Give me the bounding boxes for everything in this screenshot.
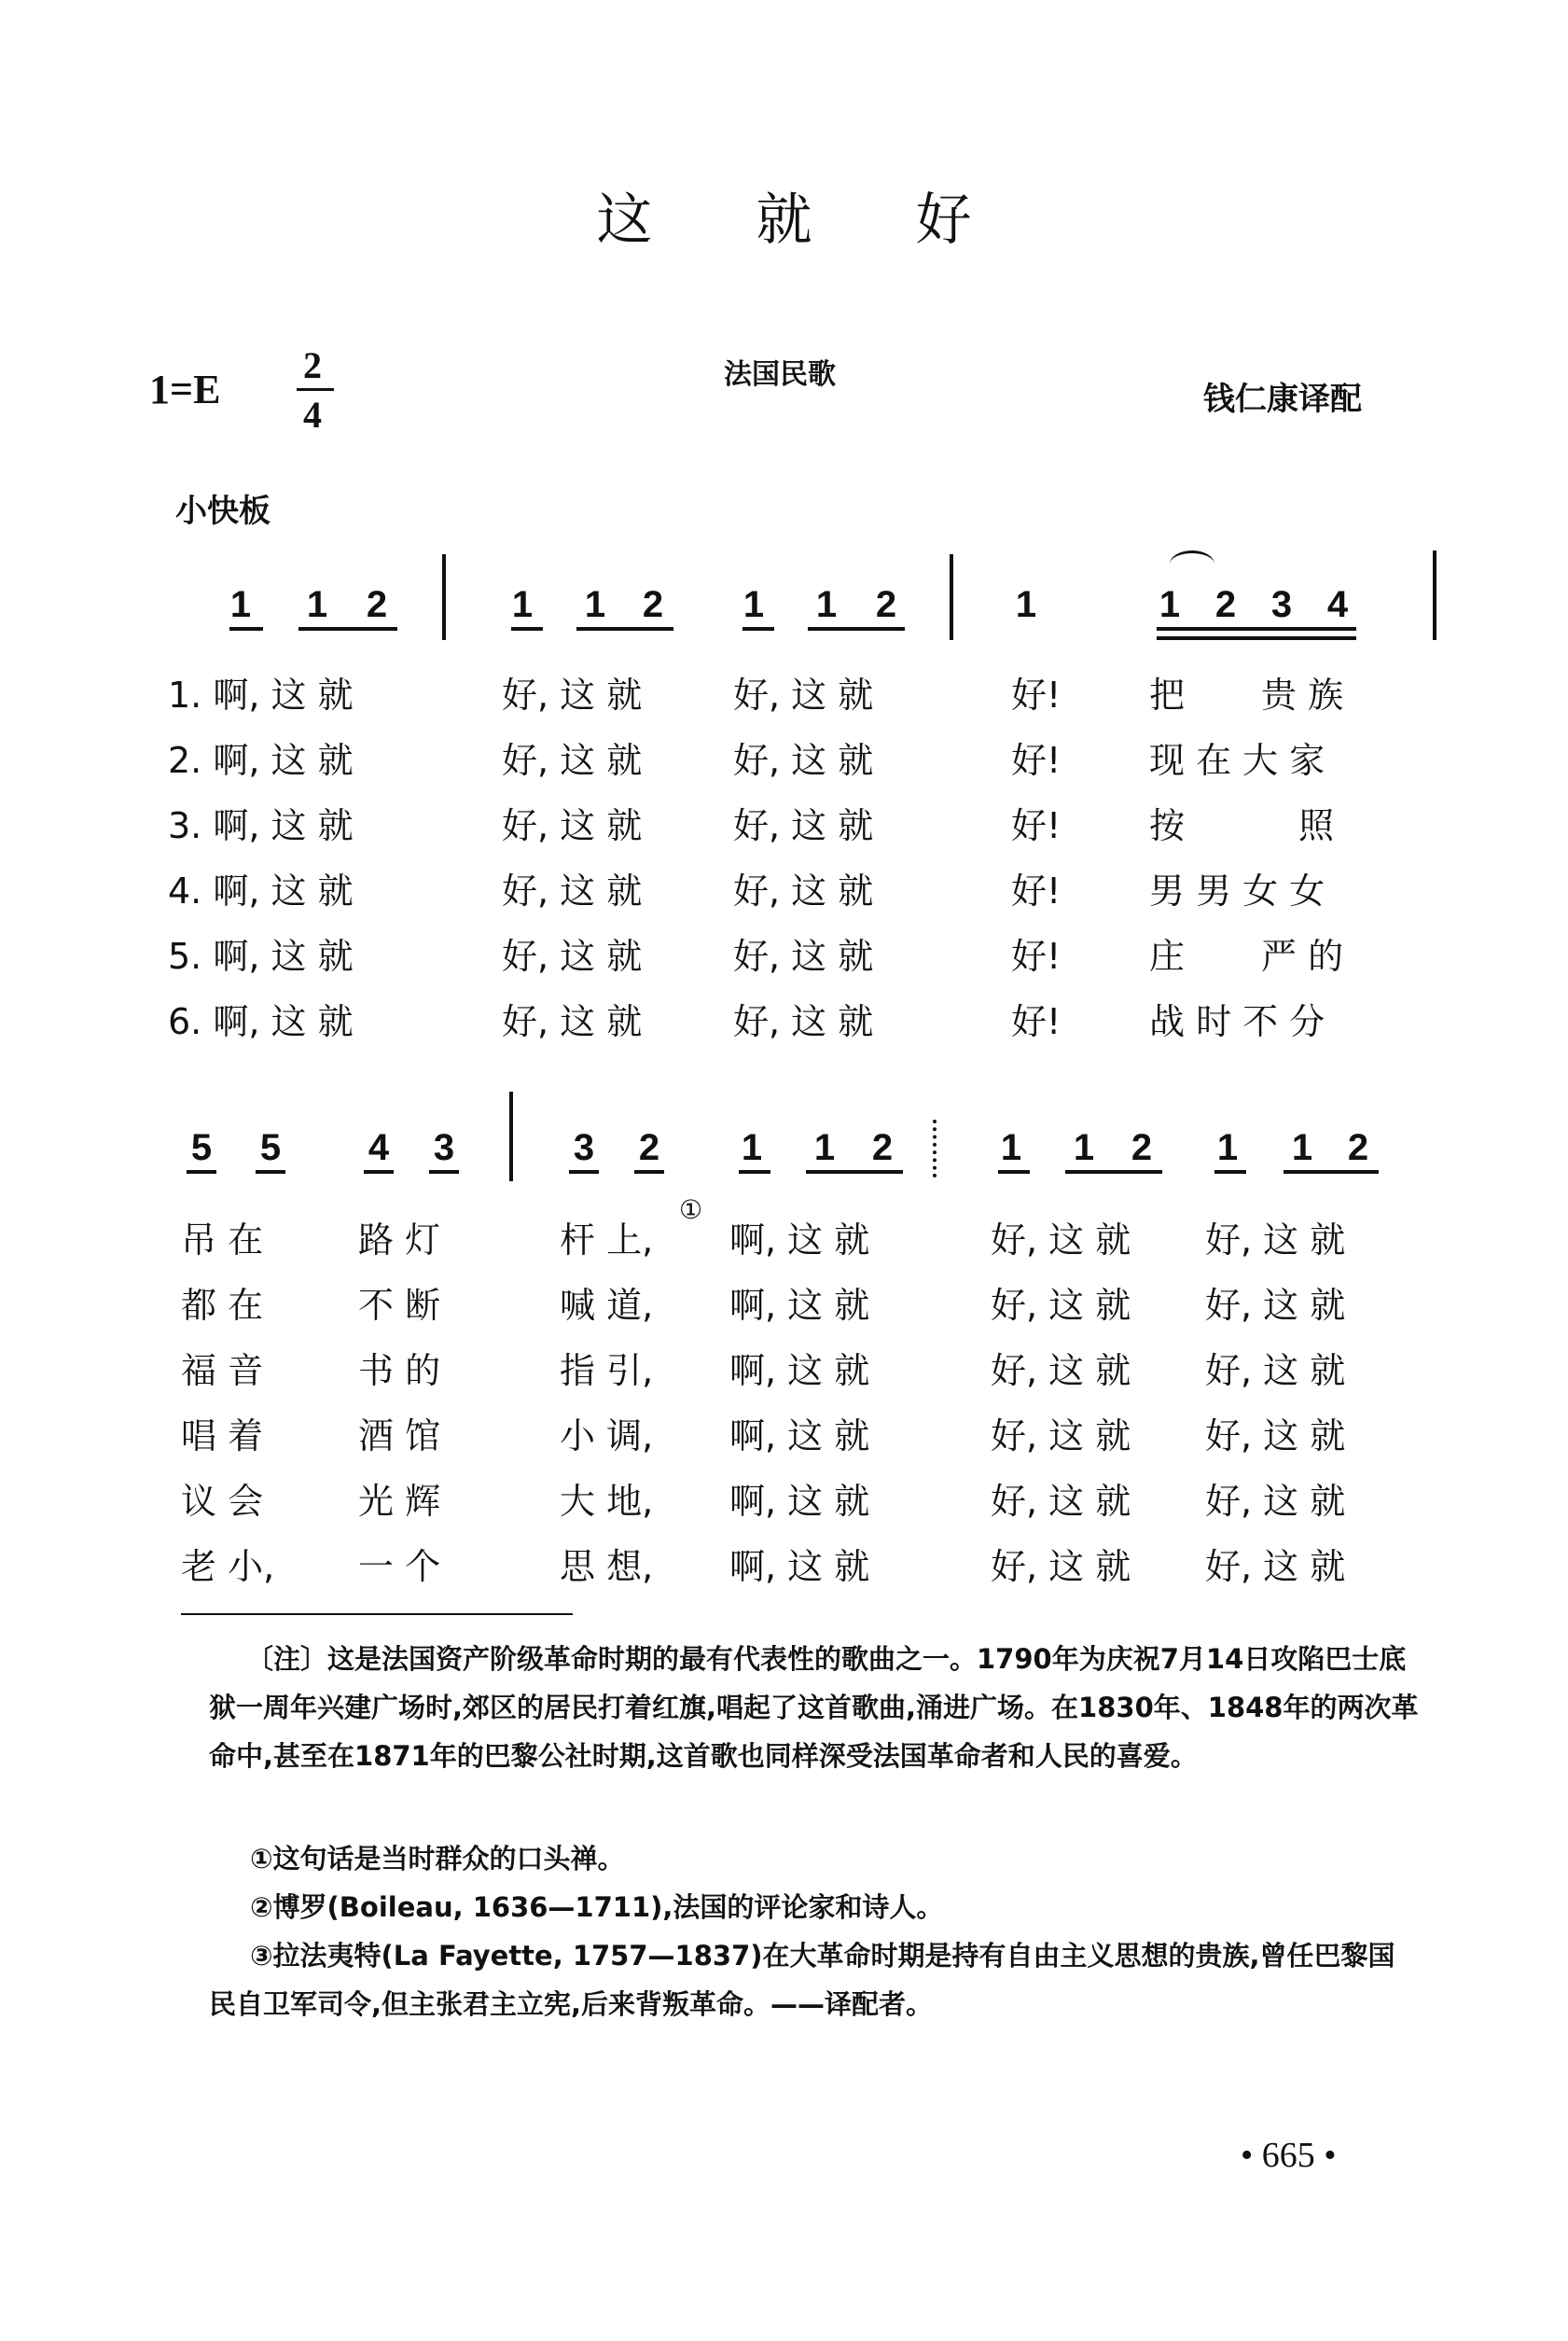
note: 3	[1270, 584, 1293, 625]
lyric-text: 好!	[1011, 675, 1062, 716]
lyric-text: 4. 啊, 这 就	[168, 871, 354, 912]
lyric-text: 把	[1149, 675, 1186, 716]
tempo-marking: 小快板	[175, 493, 271, 530]
note: 4	[1326, 584, 1349, 625]
time-signature-top: 2	[303, 344, 322, 386]
note: 3	[573, 1127, 595, 1168]
lyric-text: 指 引,	[560, 1350, 654, 1391]
lyric-text: 书 的	[358, 1350, 441, 1391]
key-signature: 1=E	[149, 367, 221, 412]
note-underline	[1214, 1170, 1246, 1174]
note-underline	[1284, 1170, 1379, 1174]
note: 2	[1214, 584, 1237, 625]
lyric-text: 福 音	[181, 1350, 264, 1391]
lyric-text: 喊 道,	[560, 1285, 654, 1326]
note-underline	[429, 1170, 459, 1174]
lyric-text: 好, 这 就	[733, 871, 874, 912]
note-underline	[1157, 627, 1356, 631]
note: 2	[875, 584, 897, 625]
lyric-text: 好, 这 就	[991, 1415, 1131, 1456]
lyric-text: 1. 啊, 这 就	[168, 675, 354, 716]
note: 1	[1015, 584, 1037, 625]
lyric-text: 老 小,	[181, 1546, 275, 1587]
lyric-text: 好, 这 就	[502, 1001, 643, 1042]
bar-line	[509, 1092, 513, 1181]
note: 2	[366, 584, 388, 625]
note-underline	[808, 627, 905, 631]
note-underline	[569, 1170, 599, 1174]
lyric-text: 好, 这 就	[502, 675, 643, 716]
lyric-text: 好, 这 就	[733, 805, 874, 846]
note: 5	[259, 1127, 282, 1168]
lyric-text: 现 在 大 家	[1149, 740, 1325, 781]
lyric-text: 好, 这 就	[1205, 1350, 1346, 1391]
note: 1	[742, 584, 765, 625]
note: 1	[813, 1127, 836, 1168]
lyric-text: 男 男 女 女	[1149, 871, 1325, 912]
lyric-text: 一 个	[358, 1546, 441, 1587]
lyric-text: 3. 啊, 这 就	[168, 805, 354, 846]
lyric-text: 小 调,	[560, 1415, 654, 1456]
lyric-text: 2. 啊, 这 就	[168, 740, 354, 781]
lyric-text: 好, 这 就	[1205, 1219, 1346, 1261]
footnote-marker: ①	[679, 1194, 703, 1225]
lyric-text: 好, 这 就	[991, 1481, 1131, 1522]
note: 1	[1073, 1127, 1095, 1168]
lyric-text: 好!	[1011, 1001, 1062, 1042]
note-underline	[511, 627, 543, 631]
footnote-1: ①这句话是当时群众的口头禅。	[250, 1843, 625, 1874]
note: 1	[1291, 1127, 1313, 1168]
note-underline	[256, 1170, 285, 1174]
note-underline	[634, 1170, 664, 1174]
note: 1	[511, 584, 534, 625]
note-underline	[298, 627, 397, 631]
lyric-text: 杆 上,	[560, 1219, 654, 1261]
lyric-text: 啊, 这 就	[729, 1546, 870, 1587]
lyric-text: 不 断	[358, 1285, 441, 1326]
dotted-bar-line	[933, 1120, 937, 1177]
time-signature-line	[297, 388, 334, 391]
annotation-paragraph: 〔注〕这是法国资产阶级革命时期的最有代表性的歌曲之一。1790年为庆祝7月14日攻陷巴士底狱一周年兴建广场时,郊区的居民打着红旗,唱起了这首歌曲,涌进广场。在1830年、1848年的两次革命中,甚至在1871年的巴黎公社时期,这首歌也同样深受法国革命者和人民的喜爱。	[209, 1643, 1419, 1772]
note-underline	[364, 1170, 394, 1174]
lyric-text: 都 在	[181, 1285, 264, 1326]
lyric-text: 好!	[1011, 740, 1062, 781]
bar-line	[1433, 550, 1436, 640]
note: 1	[229, 584, 252, 625]
lyric-text: 好, 这 就	[991, 1350, 1131, 1391]
note: 2	[638, 1127, 660, 1168]
lyric-text: 战 时 不 分	[1149, 1001, 1325, 1042]
lyric-text: 好, 这 就	[733, 740, 874, 781]
lyric-text: 啊, 这 就	[729, 1350, 870, 1391]
note-underline	[1065, 1170, 1162, 1174]
lyric-text: 庄	[1149, 936, 1186, 977]
note: 2	[1347, 1127, 1369, 1168]
page-number: • 665 •	[1241, 2136, 1337, 2175]
lyric-text: 好, 这 就	[991, 1285, 1131, 1326]
lyric-text: 5. 啊, 这 就	[168, 936, 354, 977]
footnote-3: ③拉法夷特(La Fayette, 1757—1837)在大革命时期是持有自由主义思想的贵族,曾任巴黎国民自卫军司令,但主张君主立宪,后来背叛革命。——译配者。	[209, 1940, 1395, 2020]
lyric-text: 照	[1298, 805, 1335, 846]
lyric-text: 按	[1149, 805, 1186, 846]
lyric-text: 啊, 这 就	[729, 1481, 870, 1522]
lyric-text: 好!	[1011, 871, 1062, 912]
note: 1	[815, 584, 838, 625]
note: 1	[1000, 1127, 1022, 1168]
lyric-text: 好, 这 就	[1205, 1415, 1346, 1456]
time-signature	[297, 344, 328, 436]
note-underline	[229, 627, 263, 631]
note-underline	[742, 627, 774, 631]
lyric-text: 6. 啊, 这 就	[168, 1001, 354, 1042]
lyric-text: 好!	[1011, 805, 1062, 846]
lyric-text: 思 想,	[560, 1546, 654, 1587]
song-origin: 法国民歌	[724, 358, 836, 391]
note: 1	[584, 584, 606, 625]
lyric-text: 贵 族	[1261, 675, 1344, 716]
note: 5	[190, 1127, 213, 1168]
note-underline	[806, 1170, 903, 1174]
translator-credit: 钱仁康译配	[1203, 381, 1362, 418]
lyric-text: 唱 着	[181, 1415, 264, 1456]
lyric-text: 好, 这 就	[733, 675, 874, 716]
lyric-text: 好, 这 就	[733, 1001, 874, 1042]
lyric-text: 好, 这 就	[1205, 1481, 1346, 1522]
lyric-text: 好, 这 就	[502, 740, 643, 781]
lyric-text: 大 地,	[560, 1481, 654, 1522]
note: 2	[871, 1127, 894, 1168]
lyric-text: 啊, 这 就	[729, 1415, 870, 1456]
note: 1	[1216, 1127, 1239, 1168]
note: 2	[642, 584, 664, 625]
note: 1	[1159, 584, 1181, 625]
note: 4	[368, 1127, 390, 1168]
lyric-text: 严 的	[1261, 936, 1344, 977]
lyric-text: 好!	[1011, 936, 1062, 977]
lyric-text: 好, 这 就	[733, 936, 874, 977]
note: 3	[433, 1127, 455, 1168]
lyric-text: 好, 这 就	[991, 1219, 1131, 1261]
lyric-text: 吊 在	[181, 1219, 264, 1261]
note: 1	[306, 584, 328, 625]
footnote-divider	[181, 1613, 573, 1615]
lyric-text: 啊, 这 就	[729, 1285, 870, 1326]
bar-line	[950, 554, 953, 640]
lyric-text: 好, 这 就	[502, 871, 643, 912]
lyric-text: 路 灯	[358, 1219, 441, 1261]
bar-line	[442, 554, 446, 640]
note-underline	[998, 1170, 1030, 1174]
lyric-text: 议 会	[181, 1481, 264, 1522]
lyric-text: 啊, 这 就	[729, 1219, 870, 1261]
lyric-text: 好, 这 就	[502, 805, 643, 846]
note-underline	[1157, 636, 1356, 640]
note: 2	[1131, 1127, 1153, 1168]
lyric-text: 好, 这 就	[991, 1546, 1131, 1587]
note-underline	[187, 1170, 216, 1174]
note-underline	[739, 1170, 770, 1174]
lyric-text: 酒 馆	[358, 1415, 441, 1456]
time-signature-bottom: 4	[303, 394, 322, 436]
slur-mark	[1170, 550, 1214, 578]
lyric-text: 好, 这 就	[1205, 1546, 1346, 1587]
lyric-text: 光 辉	[358, 1481, 441, 1522]
note-underline	[576, 627, 673, 631]
footnote-2: ②博罗(Boileau, 1636—1711),法国的评论家和诗人。	[250, 1891, 944, 1923]
lyric-text: 好, 这 就	[502, 936, 643, 977]
song-title: 这 就 好	[596, 188, 1015, 253]
note: 1	[741, 1127, 763, 1168]
lyric-text: 好, 这 就	[1205, 1285, 1346, 1326]
